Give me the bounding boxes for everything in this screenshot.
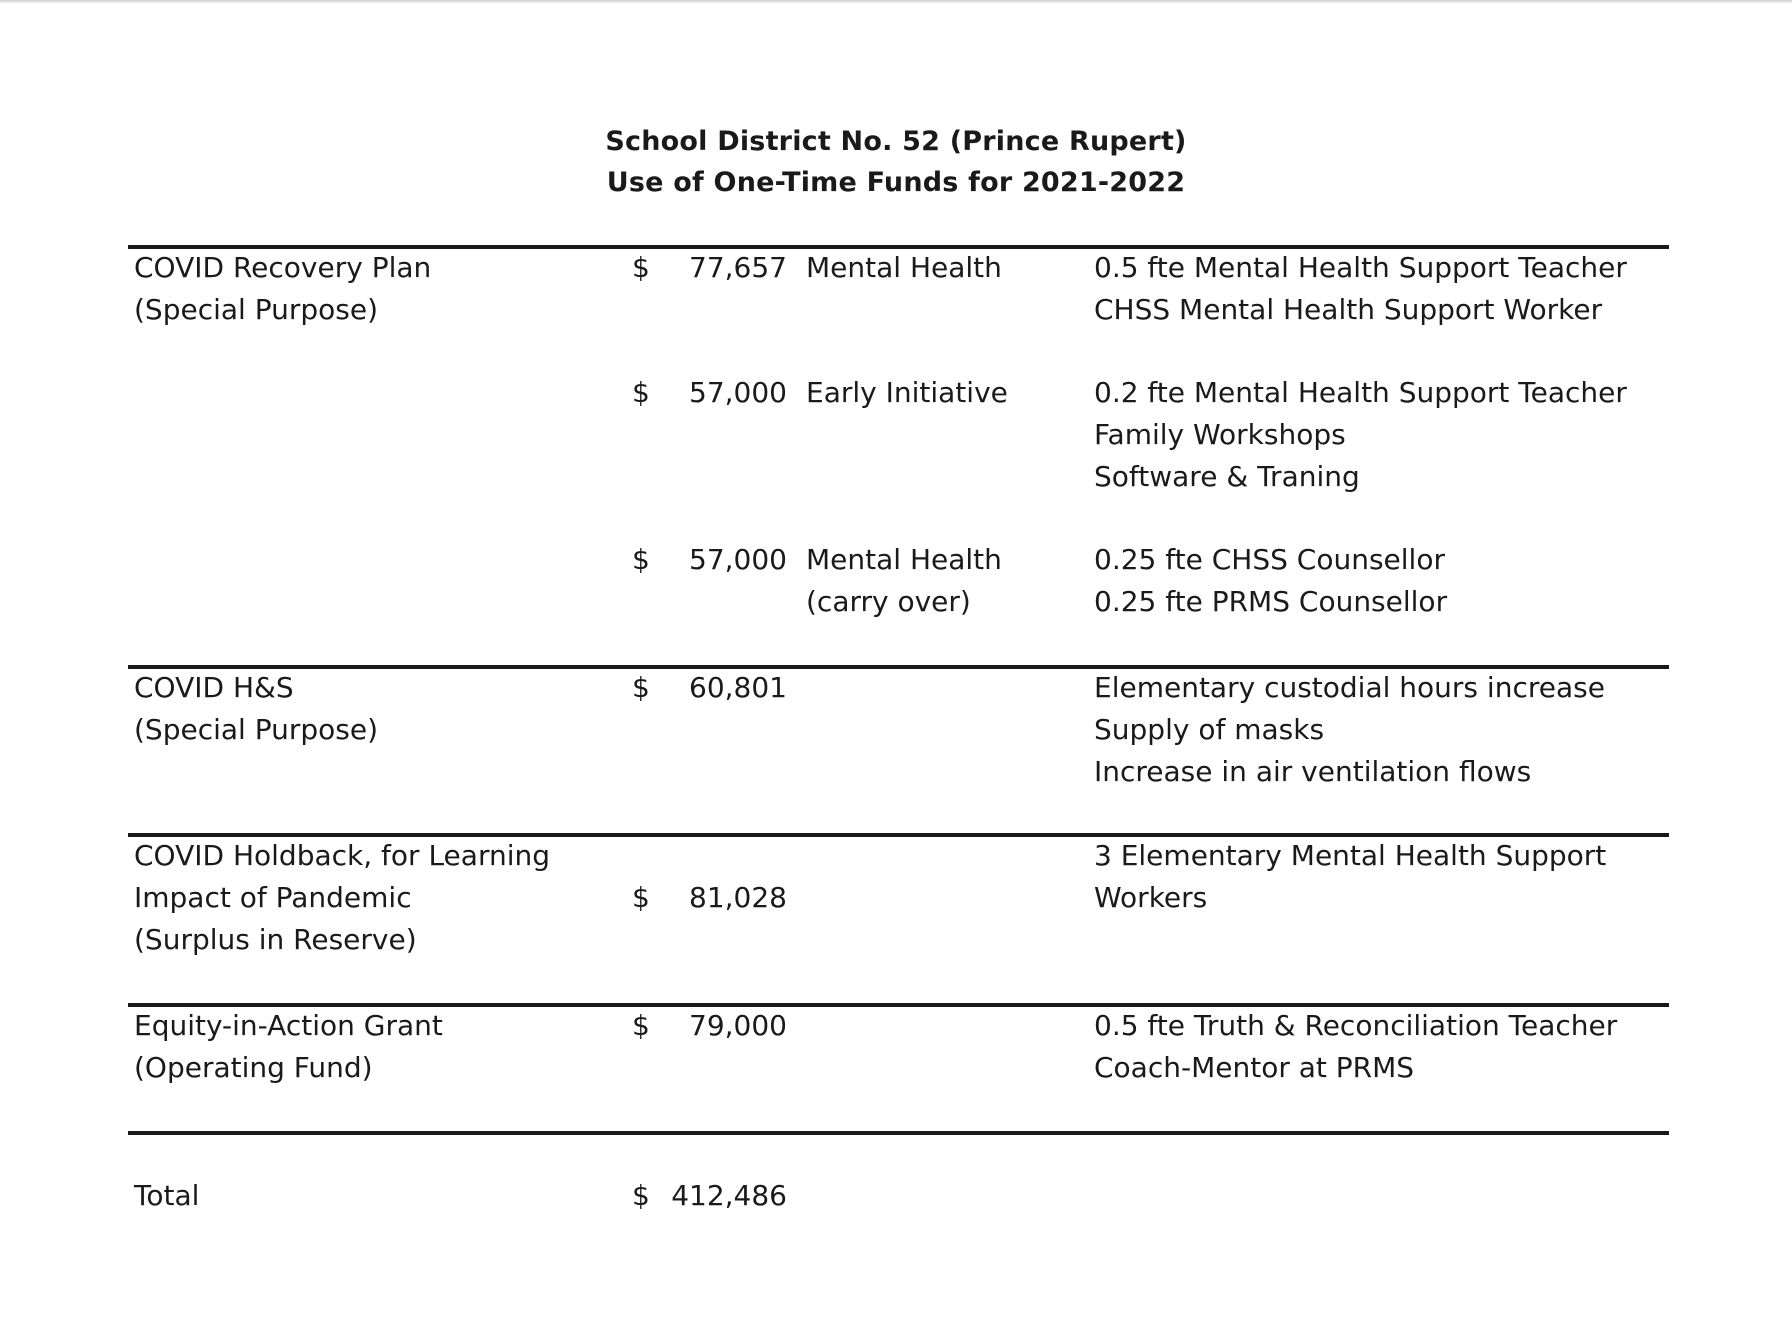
currency-symbol: $ [632,376,650,409]
category: Early Initiative [806,376,1008,409]
currency-symbol: $ [632,251,650,284]
currency-symbol: $ [632,881,650,914]
currency-symbol: $ [632,1179,650,1212]
section-source: (Special Purpose) [134,713,379,746]
section-source: (Operating Fund) [134,1051,373,1084]
category: (carry over) [806,585,971,618]
description: 0.25 fte PRMS Counsellor [1094,585,1448,618]
section-source: Impact of Pandemic [134,881,412,914]
section-source: Equity-in-Action Grant [134,1009,443,1042]
scan-edge [0,0,1792,3]
section-source: COVID Holdback, for Learning [134,839,551,872]
document-title: School District No. 52 (Prince Rupert) [605,126,1187,157]
description: Coach-Mentor at PRMS [1094,1051,1415,1084]
amount: 60,801 [689,671,787,704]
description: 0.25 fte CHSS Counsellor [1094,543,1445,576]
category: Mental Health [806,251,1002,284]
amount: 57,000 [689,376,787,409]
description: Workers [1094,881,1208,914]
description: Family Workshops [1094,418,1346,451]
total-label: Total [134,1179,200,1212]
category: Mental Health [806,543,1002,576]
currency-symbol: $ [632,543,650,576]
description: Increase in air ventilation flows [1094,755,1532,788]
description: 3 Elementary Mental Health Support [1094,839,1607,872]
description: Elementary custodial hours increase [1094,671,1605,704]
amount: 57,000 [689,543,787,576]
description: 0.5 fte Mental Health Support Teacher [1094,251,1627,284]
section-source: COVID Recovery Plan [134,251,432,284]
description: 0.2 fte Mental Health Support Teacher [1094,376,1627,409]
total-rule [128,1131,1669,1135]
section-source: (Special Purpose) [134,293,379,326]
amount: 79,000 [689,1009,787,1042]
amount: 77,657 [689,251,787,284]
currency-symbol: $ [632,1009,650,1042]
description: CHSS Mental Health Support Worker [1094,293,1603,326]
description: Supply of masks [1094,713,1325,746]
section-source: COVID H&S [134,671,294,704]
total-amount: 412,486 [671,1179,787,1212]
currency-symbol: $ [632,671,650,704]
amount: 81,028 [689,881,787,914]
description: 0.5 fte Truth & Reconciliation Teacher [1094,1009,1618,1042]
document-subtitle: Use of One-Time Funds for 2021-2022 [606,167,1186,198]
description: Software & Traning [1094,460,1360,493]
section-source: (Surplus in Reserve) [134,923,417,956]
